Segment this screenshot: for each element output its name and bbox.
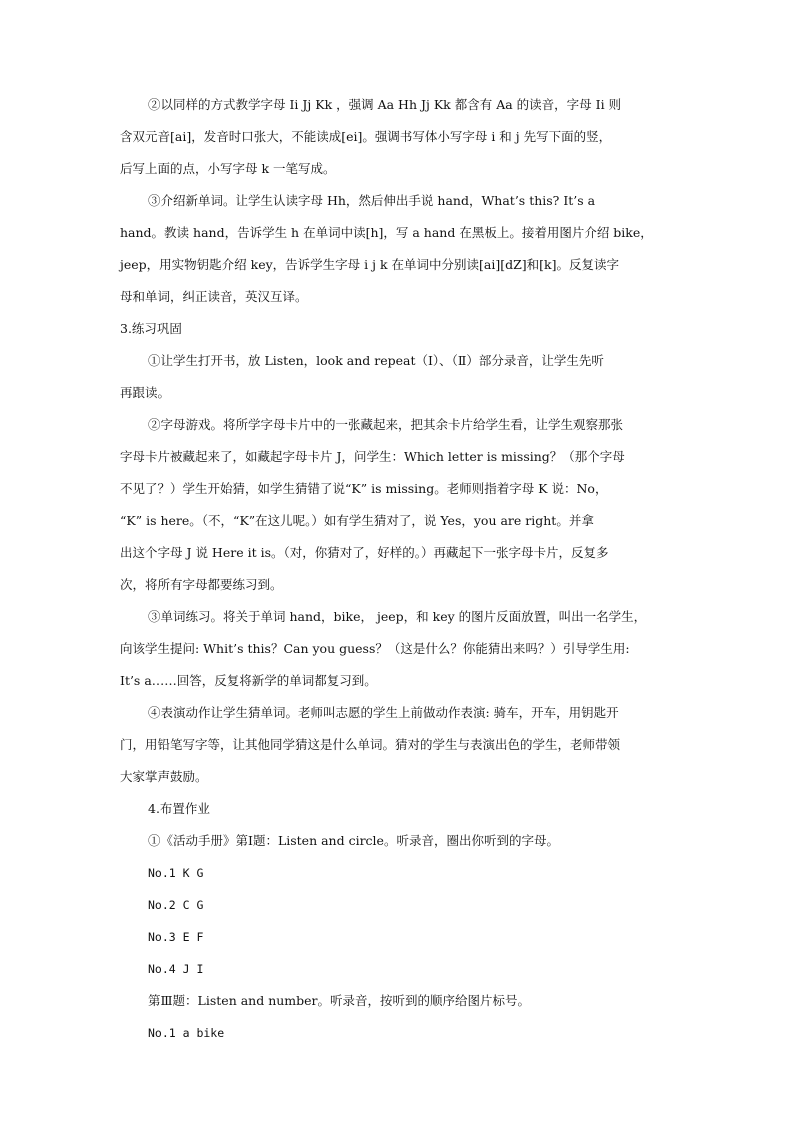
- paragraph-line-17: 向该学生提问: Whit’s this？Can you guess？（这是什么？你能猜出来吗？）引导学生用:: [120, 641, 630, 656]
- paragraph-line-1: ②以同样的方式教学字母 Ii Jj Kk ，强调 Aa Hh Jj Kk 都含有 Aa 的读音，字母 Ii 则: [148, 97, 622, 112]
- section-heading-homework: 4.布置作业: [148, 801, 210, 816]
- paragraph-line-21: 大家掌声鼓励。: [120, 769, 208, 784]
- paragraph-line-3: 后写上面的点，小写字母 k 一笔写成。: [120, 161, 336, 176]
- answer-line-no2: No.2 C G: [148, 898, 204, 912]
- paragraph-line-2: 含双元音[ai]，发音时口张大，不能读成[ei]。强调书写体小写字母 i 和 j 先写下面的竖，: [120, 129, 612, 144]
- homework-item-3: 第Ⅲ题：Listen and number。听录音，按听到的顺序给图片标号。: [148, 993, 531, 1008]
- paragraph-line-20: 门，用铅笔写字等，让其他同学猜这是什么单词。猜对的学生与表演出色的学生，老师带领: [120, 737, 621, 752]
- section-heading-practice: 3.练习巩固: [120, 321, 182, 336]
- paragraph-line-13: “K” is here。（不，“K”在这儿呢。）如有学生猜对了，说 Yes，you are right。并拿: [120, 513, 594, 528]
- paragraph-line-18: It’s a……回答，反复将新学的单词都复习到。: [120, 673, 377, 688]
- paragraph-line-15: 次，将所有字母都要练习到。: [120, 577, 283, 592]
- answer-line-no4: No.4 J I: [148, 962, 204, 976]
- answer-line-no3: No.3 E F: [148, 930, 204, 944]
- paragraph-line-19: ④表演动作让学生猜单词。老师叫志愿的学生上前做动作表演: 骑车，开车，用钥匙开: [148, 705, 619, 720]
- paragraph-line-7: 母和单词，纠正读音，英汉互译。: [120, 289, 308, 304]
- paragraph-line-10: ②字母游戏。将所学字母卡片中的一张藏起来，把其余卡片给学生看，让学生观察那张: [148, 417, 624, 432]
- paragraph-line-5: hand。教读 hand，告诉学生 h 在单词中读[h]，写 a hand 在黑板上。接着用图片介绍 bike，: [120, 225, 653, 240]
- paragraph-line-8: ①让学生打开书，放 Listen，look and repeat（Ⅰ）、（Ⅱ）部分录音，让学生先听: [148, 353, 604, 368]
- homework-item-1: ①《活动手册》第Ⅰ题：Listen and circle。听录音，圈出你听到的字母。: [148, 833, 559, 848]
- answer-line-bike: No.1 a bike: [148, 1026, 225, 1040]
- paragraph-line-11: 字母卡片被藏起来了，如藏起字母卡片 J，问学生：Which letter is missing？（那个字母: [120, 449, 625, 464]
- paragraph-line-16: ③单词练习。将关于单词 hand，bike， jeep，和 key 的图片反面放置，叫出一名学生，: [148, 609, 647, 624]
- paragraph-line-6: jeep，用实物钥匙介绍 key，告诉学生字母 i j k 在单词中分别读[ai][dZ]和[k]。反复读字: [120, 257, 619, 272]
- answer-line-no1: No.1 K G: [148, 866, 204, 880]
- paragraph-line-12: 不见了？）学生开始猜，如学生猜错了说“K” is missing。老师则指着字母 K 说：No，: [120, 481, 608, 496]
- paragraph-line-9: 再跟读。: [120, 385, 171, 400]
- paragraph-line-14: 出这个字母 J 说 Here it is。（对，你猜对了，好样的。）再藏起下一张字母卡片，反复多: [120, 545, 609, 560]
- paragraph-line-4: ③介绍新单词。让学生认读字母 Hh，然后伸出手说 hand，What’s this? It’s a: [148, 193, 596, 208]
